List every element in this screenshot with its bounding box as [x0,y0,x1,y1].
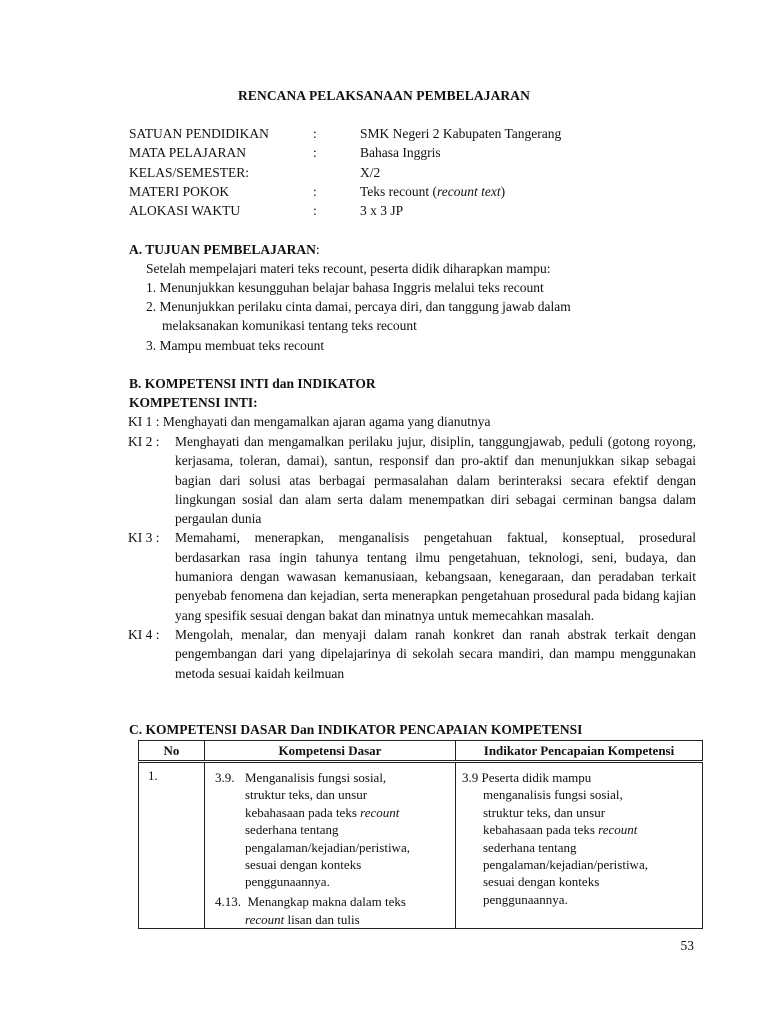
ipk-line: pengalaman/kejadian/peristiwa, [483,857,648,873]
kd-line: penggunaannya. [245,874,330,890]
ki-label: KI 3 : [128,530,160,546]
ipk-line: Peserta didik mampu [481,770,592,785]
objective-item: 3. Mampu membuat teks recount [146,338,325,353]
ki-text: Mengolah, menalar, dan menyaji dalam ranah konkret dan ranah abstrak terkait dengan pengembangan dari yang dipelajarinya di sekolah secara mandiri, dan mampu menggunakan metoda sesuai kaidah keilmuan [175,626,696,681]
competency-table [138,740,703,929]
identity-label: SATUAN PENDIDIKAN [129,126,269,141]
document-title: RENCANA PELAKSANAAN PEMBELAJARAN [238,88,530,103]
table-cell-ipk [456,762,703,929]
kd-line: sesuai dengan konteks [245,857,362,873]
identity-colon: : [313,126,317,141]
table-row [139,762,703,929]
kd-line: Menganalisis fungsi sosial, [245,770,387,785]
ki-list [128,432,696,683]
objective-item-continuation: melaksanakan komunikasi tentang teks recount [162,318,417,333]
ipk-line: penggunaannya. [483,891,568,907]
identity-label: MATERI POKOK [129,184,230,199]
identity-label: ALOKASI WAKTU [129,203,241,218]
page-number: 53 [680,938,694,953]
identity-value: Bahasa Inggris [360,145,441,160]
identity-colon: : [313,203,317,218]
ki-item [128,528,696,624]
kd-line [245,804,410,821]
table-cell-no [139,762,205,929]
section-b-heading: B. KOMPETENSI INTI dan INDIKATOR [129,376,376,391]
identity-value: 3 x 3 JP [360,203,404,218]
identity-value [360,182,505,201]
ipk-line: sederhana tentang [483,839,577,855]
section-b-subheading: KOMPETENSI INTI: [129,395,258,410]
kd-line: Menangkap makna dalam teks [247,894,406,909]
table-header: Kompetensi Dasar [205,741,456,762]
value-text: ) [500,184,506,199]
kd-text [245,769,410,891]
ipk-line: menganalisis fungsi sosial, [483,787,623,803]
ipk-line-italic: recount [598,822,638,838]
kd-line-text: lisan dan tulis [284,912,360,927]
kd-line: struktur teks, dan unsur [245,787,368,803]
kd-number [215,893,406,910]
ki-text: Menghayati dan mengamalkan perilaku jujur, disiplin, tanggungjawab, peduli (gotong royong, kerjasama, toleran, damai), santun, responsif dan pro-aktif dan menunjukkan sikap sebagai bagian dari solusi atas berbagai permasalahan dalam berinteraksi secara efektif dengan lingkungan sosial dan alam serta dalam menempatkan diri sebagai cerminan bangsa dalam pergaulan dunia [175,434,696,527]
ki-label: KI 2 : [128,434,160,449]
identity-value: SMK Negeri 2 Kabupaten Tangerang [360,126,562,141]
ki-item [128,432,696,528]
kd-line [245,911,360,928]
ki-text: Memahami, menerapkan, menganalisis pengetahuan faktual, konseptual, prosedural berdasarkan rasa ingin tahunya tentang ilmu pengetahuan, teknologi, seni, budaya, dan humaniora dengan wawasan kemanusiaan, kebangsaan, kenegaraan, dan peradaban terkait penyebab fenomena dan kejadian, serta menerapkan pengetahuan prosedural pada bidang kajian yang spesifik sesuai dengan bakat dan minatnya untuk memecahkan masalah. [175,530,696,623]
ki-item [128,625,696,683]
ipk-text [483,786,648,908]
ipk-line: struktur teks, dan unsur [483,804,606,820]
kd-line-italic: recount [360,804,400,820]
table-header-row [139,741,703,762]
section-c-heading: C. KOMPETENSI DASAR Dan INDIKATOR PENCAPAIAN KOMPETENSI [129,722,583,737]
identity-colon: : [313,145,317,160]
ipk-line: sesuai dengan konteks [483,874,600,890]
row-number: 1. [148,768,158,783]
heading-text: A. TUJUAN PEMBELAJARAN [129,242,316,257]
ipk-number: 3.9 [462,770,479,785]
heading-suffix: : [315,242,320,257]
ipk-line [483,821,648,838]
ipk-line-text: kebahasaan pada teks [483,822,599,838]
table-header: Indikator Pencapaian Kompetensi [456,741,703,762]
identity-label: MATA PELAJARAN [129,145,247,160]
kd-line: sederhana tentang [245,822,339,838]
value-text: Teks recount ( [360,184,438,199]
identity-colon: : [313,184,317,199]
identity-value: X/2 [360,165,381,180]
table-cell-kd [205,762,456,929]
kd-line: pengalaman/kejadian/peristiwa, [245,839,410,855]
ipk-first-line [462,769,591,786]
ki-label: KI 4 : [128,626,160,642]
objective-item: 2. Menunjukkan perilaku cinta damai, percaya diri, dan tanggung jawab dalam [146,299,571,314]
objective-item: 1. Menunjukkan kesungguhan belajar bahasa Inggris melalui teks recount [146,280,544,295]
kd-line-text: kebahasaan pada teks [245,804,361,820]
identity-label: KELAS/SEMESTER: [129,165,250,180]
kd-num-text: 4.13. [215,894,241,909]
section-a-intro: Setelah mempelajari materi teks recount, peserta didik diharapkan mampu: [146,261,551,276]
ki-1: KI 1 : Menghayati dan mengamalkan ajaran agama yang dianutnya [128,414,491,429]
table-header: No [139,741,205,762]
kd-line-italic: recount [245,912,285,927]
value-italic: recount text [437,184,501,199]
kd-number: 3.9. [215,770,235,785]
section-a-heading [129,240,320,259]
